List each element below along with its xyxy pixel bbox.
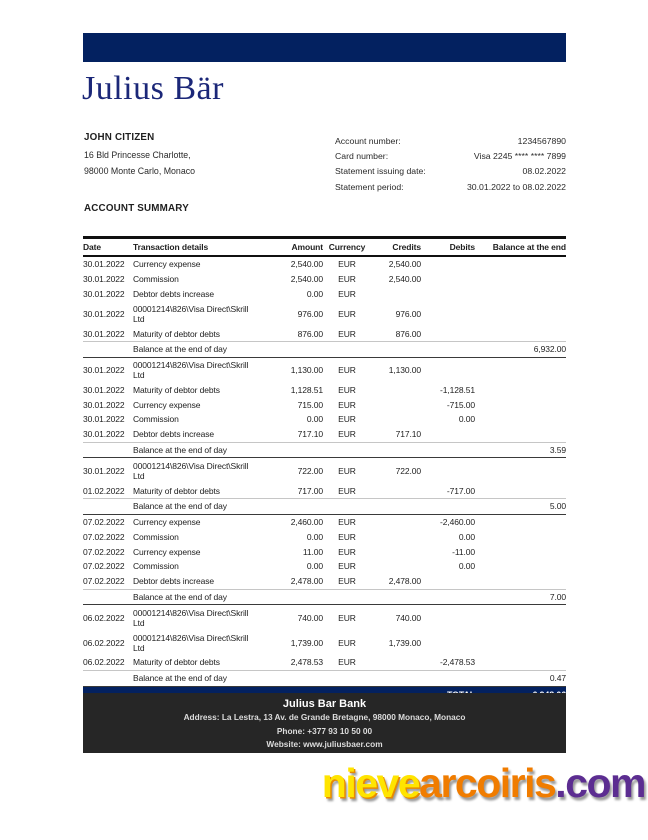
cell-currency: EUR [338,657,356,668]
cell-balance [475,483,566,498]
transaction-row [83,412,566,427]
cell-amount: 2,478.00 [290,576,323,587]
account-info-row [335,164,566,179]
cell-credits [371,544,421,559]
balance-value: 3.59 [475,442,566,458]
cell-date: 30.01.2022 [83,399,125,410]
transaction-row [83,382,566,397]
cell-amount: 2,540.00 [290,259,323,270]
cell-amount: 1,130.00 [290,365,323,376]
cell-date: 06.02.2022 [83,612,125,623]
transaction-row [83,544,566,559]
cell-debits: -717.00 [446,485,475,496]
cell-details: 00001214\826\Visa Direct\Skrill Ltd [133,460,249,481]
cell-credits [371,655,421,670]
cell-details: Commission [133,274,179,285]
transaction-row [83,483,566,498]
cell-credits [371,287,421,302]
cell-currency: EUR [338,308,356,319]
transaction-row [83,630,566,655]
cell-credits: 717.10 [395,429,421,440]
watermark-text [322,760,645,807]
cell-currency: EUR [338,612,356,623]
cell-details: 00001214\826\Visa Direct\Skrill Ltd [133,303,249,324]
account-info-value: Visa 2245 **** **** 7899 [473,151,566,162]
customer-name: JOHN CITIZEN [84,132,155,143]
cell-amount: 1,128.51 [290,384,323,395]
transaction-row [83,287,566,302]
cell-date: 30.01.2022 [83,384,125,395]
cell-amount: 0.00 [306,561,323,572]
transaction-row [83,357,566,382]
balance-row [83,670,566,686]
cell-amount: 976.00 [297,308,323,319]
cell-debits [421,427,475,442]
transaction-row [83,458,566,483]
footer-website: Website: www.juliusbaer.com [266,739,383,749]
account-info-value: 1234567890 [517,136,566,146]
balance-row [83,341,566,357]
cell-credits: 1,130.00 [388,365,421,376]
cell-debits: 0.00 [458,414,475,425]
balance-label: Balance at the end of day [133,341,475,357]
cell-debits [421,458,475,483]
cell-currency: EUR [338,531,356,542]
balance-row [83,589,566,605]
transaction-row [83,655,566,670]
transaction-row [83,272,566,287]
cell-date: 07.02.2022 [83,531,125,542]
account-info-label: Statement issuing date: [335,166,426,177]
cell-credits: 1,739.00 [388,637,421,648]
cell-details: Currency expense [133,546,201,557]
account-info-value: 08.02.2022 [522,166,566,177]
column-header-date: Date [83,238,133,257]
cell-details: 00001214\826\Visa Direct\Skrill Ltd [133,360,249,381]
transaction-row [83,559,566,574]
cell-details: 00001214\826\Visa Direct\Skrill Ltd [133,632,249,653]
cell-debits: -11.00 [452,546,475,557]
cell-credits: 976.00 [395,308,421,319]
account-info-value: 30.01.2022 to 08.02.2022 [466,181,566,192]
cell-currency: EUR [338,288,356,299]
cell-empty [83,442,133,458]
cell-debits [421,574,475,589]
cell-debits [421,326,475,341]
balance-value: 0.47 [475,670,566,686]
account-info-block [335,134,566,195]
cell-debits: -2,460.00 [439,517,475,528]
balance-label: Balance at the end of day [133,589,475,605]
watermark-part3: .com [555,760,645,806]
transaction-row [83,574,566,589]
cell-date: 30.01.2022 [83,465,125,476]
cell-debits: -1,128.51 [439,384,475,395]
cell-balance [475,382,566,397]
cell-balance [475,301,566,326]
column-header-amount: Amount [255,238,323,257]
cell-date: 07.02.2022 [83,517,125,528]
cell-debits [421,605,475,630]
cell-balance [475,530,566,545]
customer-block [84,132,195,179]
cell-debits [421,287,475,302]
cell-amount: 740.00 [297,612,323,623]
cell-amount: 876.00 [297,328,323,339]
account-info-row [335,180,566,195]
cell-balance [475,514,566,529]
balance-label: Balance at the end of day [133,498,475,514]
cell-credits: 876.00 [395,328,421,339]
cell-amount: 717.00 [297,485,323,496]
balance-row [83,442,566,458]
cell-empty [83,670,133,686]
cell-empty [83,589,133,605]
balance-row [83,498,566,514]
customer-address-line1: 16 Bld Princesse Charlotte, [84,150,191,160]
cell-date: 30.01.2022 [83,288,125,299]
cell-currency: EUR [338,561,356,572]
transaction-row [83,514,566,529]
cell-balance [475,272,566,287]
cell-credits [371,483,421,498]
cell-balance [475,574,566,589]
cell-balance [475,256,566,272]
transaction-row [83,530,566,545]
column-header-currency: Currency [323,238,371,257]
balance-label: Balance at the end of day [133,442,475,458]
cell-credits [371,530,421,545]
transaction-row [83,256,566,272]
cell-date: 07.02.2022 [83,561,125,572]
cell-currency: EUR [338,637,356,648]
cell-date: 30.01.2022 [83,274,125,285]
cell-date: 30.01.2022 [83,365,125,376]
cell-debits [421,630,475,655]
cell-balance [475,427,566,442]
table-header [83,238,566,257]
transaction-row [83,326,566,341]
cell-currency: EUR [338,576,356,587]
balance-label: Balance at the end of day [133,670,475,686]
cell-details: Maturity of debtor debts [133,657,220,668]
cell-amount: 0.00 [306,288,323,299]
header-accent-bar [83,33,566,62]
cell-empty [83,498,133,514]
cell-credits [371,412,421,427]
cell-currency: EUR [338,414,356,425]
cell-credits [371,397,421,412]
cell-amount: 722.00 [297,465,323,476]
cell-credits [371,514,421,529]
cell-credits [371,559,421,574]
column-header-credits: Credits [371,238,421,257]
footer-phone: Phone: +377 93 10 50 00 [276,725,373,736]
cell-details: Currency expense [133,259,201,270]
cell-details: Commission [133,414,179,425]
cell-date: 06.02.2022 [83,637,125,648]
cell-amount: 717.10 [297,429,323,440]
customer-address-line2: 98000 Monte Carlo, Monaco [84,165,196,176]
account-info-label: Card number: [335,151,389,162]
cell-date: 07.02.2022 [83,576,125,587]
account-info-row [335,134,566,149]
cell-credits: 740.00 [395,612,421,623]
cell-credits: 2,540.00 [388,274,421,285]
cell-debits [421,301,475,326]
cell-details: Commission [133,561,179,572]
cell-amount: 11.00 [302,546,323,557]
cell-date: 06.02.2022 [83,657,125,668]
cell-date: 30.01.2022 [83,429,125,440]
cell-balance [475,357,566,382]
cell-details: Debtor debts increase [133,576,215,587]
bank-logo: Julius Bär [82,70,224,107]
cell-details: Maturity of debtor debts [133,384,220,395]
cell-details: 00001214\826\Visa Direct\Skrill Ltd [133,607,249,628]
cell-debits: 0.00 [458,531,475,542]
cell-balance [475,397,566,412]
cell-balance [475,630,566,655]
balance-value: 5.00 [475,498,566,514]
transaction-row [83,427,566,442]
cell-amount: 2,460.00 [290,517,323,528]
cell-currency: EUR [338,274,356,285]
cell-details: Maturity of debtor debts [133,328,220,339]
cell-balance [475,287,566,302]
cell-debits: -2,478.53 [439,657,475,668]
watermark-part2: arcoiris [419,760,556,806]
transaction-row [83,301,566,326]
cell-currency: EUR [338,546,356,557]
cell-balance [475,544,566,559]
footer-address: Address: La Lestra, 13 Av. de Grande Bretagne, 98000 Monaco, Monaco [183,712,466,722]
cell-details: Commission [133,531,179,542]
cell-debits: -715.00 [446,399,475,410]
cell-credits: 722.00 [395,465,421,476]
cell-currency: EUR [338,384,356,395]
table-header-row [83,238,566,257]
cell-date: 01.02.2022 [83,485,125,496]
cell-debits [421,256,475,272]
footer-bank-name: Julius Bar Bank [282,698,367,710]
cell-balance [475,559,566,574]
balance-value: 6,932.00 [475,341,566,357]
cell-date: 30.01.2022 [83,328,125,339]
cell-details: Debtor debts increase [133,288,215,299]
account-info-label: Account number: [335,136,401,146]
cell-amount: 2,540.00 [290,274,323,285]
cell-date: 30.01.2022 [83,259,125,270]
cell-credits [371,382,421,397]
watermark-part1: nieve [321,760,420,806]
transaction-row [83,605,566,630]
cell-details: Debtor debts increase [133,429,215,440]
cell-currency: EUR [338,365,356,376]
column-header-transaction-details: Transaction details [133,238,255,257]
cell-details: Currency expense [133,517,201,528]
cell-currency: EUR [338,399,356,410]
cell-amount: 0.00 [306,414,323,425]
cell-debits [421,357,475,382]
account-summary-title: ACCOUNT SUMMARY [84,203,189,214]
cell-currency: EUR [338,259,356,270]
cell-details: Currency expense [133,399,201,410]
account-info-row [335,149,566,164]
cell-balance [475,655,566,670]
cell-date: 07.02.2022 [83,546,125,557]
balance-value: 7.00 [475,589,566,605]
transaction-row [83,397,566,412]
cell-balance [475,605,566,630]
cell-balance [475,326,566,341]
cell-date: 30.01.2022 [83,308,125,319]
cell-credits: 2,478.00 [388,576,421,587]
cell-amount: 1,739.00 [290,637,323,648]
cell-debits: 0.00 [458,561,475,572]
cell-balance [475,458,566,483]
cell-amount: 2,478.53 [290,657,323,668]
cell-credits: 2,540.00 [388,259,421,270]
cell-currency: EUR [338,465,356,476]
footer-block [83,693,566,753]
cell-debits [421,272,475,287]
account-info-label: Statement period: [335,181,404,192]
cell-currency: EUR [338,485,356,496]
cell-amount: 0.00 [306,531,323,542]
cell-empty [83,341,133,357]
cell-amount: 715.00 [297,399,323,410]
cell-currency: EUR [338,517,356,528]
cell-date: 30.01.2022 [83,414,125,425]
transactions-table [83,236,566,704]
cell-currency: EUR [338,429,356,440]
cell-balance [475,412,566,427]
column-header-balance-at-the-end: Balance at the end [475,238,566,257]
cell-currency: EUR [338,328,356,339]
cell-details: Maturity of debtor debts [133,485,220,496]
column-header-debits: Debits [421,238,475,257]
